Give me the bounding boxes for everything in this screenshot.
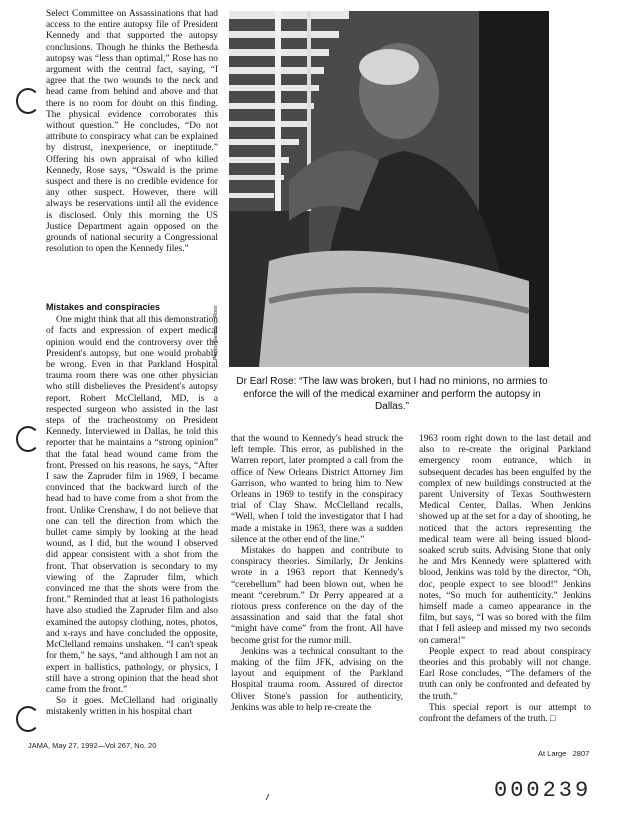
paragraph: that the wound to Kennedy's head struck the left temple. This error, as published in the Warren report, later prompted a call from the office of New Orleans District Attorney Jim Garrison, who wanted to bring him to New Orleans in 1969 to testify in the conspiracy trial of Clay Shaw. McClelland recalls, “Well, when I told the investigator that I had made a mistake in 1963, there was a sudden silence at the other end of the line.” — [231, 434, 403, 545]
paragraph: 1963 room right down to the last detail and also to re-create the original Parkland emergency room entrance, which in subsequent decades has been engulfed by the complex of new buildings constructed at the parent University of Texas Southwestern Medical Center, Dallas. When Jenkins showed up at the set for a day of shooting, he noticed that the actors representing the medical team were all being issued blood-soaked scrub suits. Advising Stone that only he and Mrs Kennedy were splattered with blood, Jenkins was told by the director, “Oh, doc, people expect to see blood!” Jenkins notes, “So much for authenticity.” Jenkins himself made a cameo appearance in the film, but says, “I was so bored with the film that I fell asleep and missed my two seconds on camera!” — [419, 434, 591, 646]
journal-citation: JAMA, May 27, 1992—Vol 267, No. 20 — [28, 741, 157, 750]
photo-earl-rose — [229, 11, 549, 367]
column-right — [419, 434, 591, 725]
photo-caption: Dr Earl Rose: “The law was broken, but I had no minions, no armies to enforce the will of the medical examiner and perform the autopsy in Dallas.” — [236, 376, 548, 412]
paragraph: So it goes. McClelland had originally mistakenly written in his hospital chart — [46, 696, 218, 718]
binder-hole-middle — [16, 426, 40, 452]
paragraph: Jenkins was a technical consultant to the making of the film JFK, advising on the layout and equipment of the Parkland Hospital trauma room. Assured of director Oliver Stone's passion for authenticity, Jenkins was able to help re-create the — [231, 646, 403, 713]
paragraph: This special report is our attempt to confront the defamers of the truth. □ — [419, 702, 591, 725]
column-middle — [231, 434, 403, 714]
photo-image — [229, 11, 549, 367]
paragraph: Select Committee on Assassinations that had access to the entire autopsy file of President Kennedy and that supported the autopsy conclusions. Though he thinks the Bethesda autopsy was “less than optimal,” Rose has no argument with the central fact, saying, “I agree that the two wounds to the neck and head came from behind and above and that there is no room for doubt on this finding. The physical evidence corroborates this without question.” He concludes, “Do not attribute to conspiracy what can be explained by distrust, inexperience, or ineptitude.” Offering his own appraisal of who killed Kennedy, Rose says, “Oswald is the prime suspect and there is no credible evidence for any other suspect. However, there will always be reservations until all the evidence is disclosed. Only this morning the US Justice Department again opposed on the grounds of national security a Congressional resolution to open the Kennedy files.” — [46, 9, 218, 255]
paragraph: Mistakes do happen and contribute to conspiracy theories. Similarly, Dr Jenkins wrote in a 1963 report that Kennedy's “cerebellum” had been blown out, when he meant “cerebrum.” Dr Perry appeared at a riotous press conference on the day of the assassination and said that the fatal shot “might have come” from the front. All have become grist for the rumor mill. — [231, 546, 403, 646]
stray-mark — [266, 794, 274, 800]
binder-hole-top — [16, 88, 40, 114]
section-heading: Mistakes and conspiracies — [46, 302, 161, 312]
column-left-bottom — [46, 298, 218, 719]
paragraph: One might think that all this demonstration of facts and expression of expert medical opinion would end the controversy over the President's autopsy, but one would probably be wrong. Even in that Parkland Hospital trauma room there was one other physician who still disbelieves the President's autopsy report. Robert McClelland, MD, is a respected surgeon who assisted in the last steps of the tracheostomy on President Kennedy. Interviewed in Dallas, he told this reporter that he maintains a “strong opinion” that the fatal head wound came from the front. Pressed on his reasons, he says, “After I saw the Zapruder film in 1969, I became convinced that the backward lurch of the head had to have come from a shot from the front. Unlike Crenshaw, I do not believe that one can tell the direction from which the bullet came simply by looking at the head wound, as I did, but the wound I observed did appear consistent with a shot from the front. That observation is secondary to my viewing of the Zapruder film, which convinced me that the shots were from the front.” Reminded that at least 16 pathologists have also studied the Zapruder film and also examined the autopsy clothing, notes, photos, and x-rays and have concluded the opposite, McClelland remains unshaken. “I can't speak for them,” he says, “and although I am not an expert in ballistics, pathology, or physics, I still have a strong opinion that the head shot came from the front.” — [46, 315, 218, 695]
photo-credit: Photo: Dennis L. Ross — [213, 305, 219, 360]
column-left-top — [46, 9, 218, 255]
paragraph: People expect to read about conspiracy theories and this probably will not change. Earl Rose concludes, “The defamers of the truth can only be confronted and defeated by the truth.” — [419, 646, 591, 702]
page-number: At Large 2807 — [538, 749, 590, 758]
binder-hole-bottom — [16, 706, 40, 732]
bates-stamp: 000239 — [494, 778, 592, 803]
